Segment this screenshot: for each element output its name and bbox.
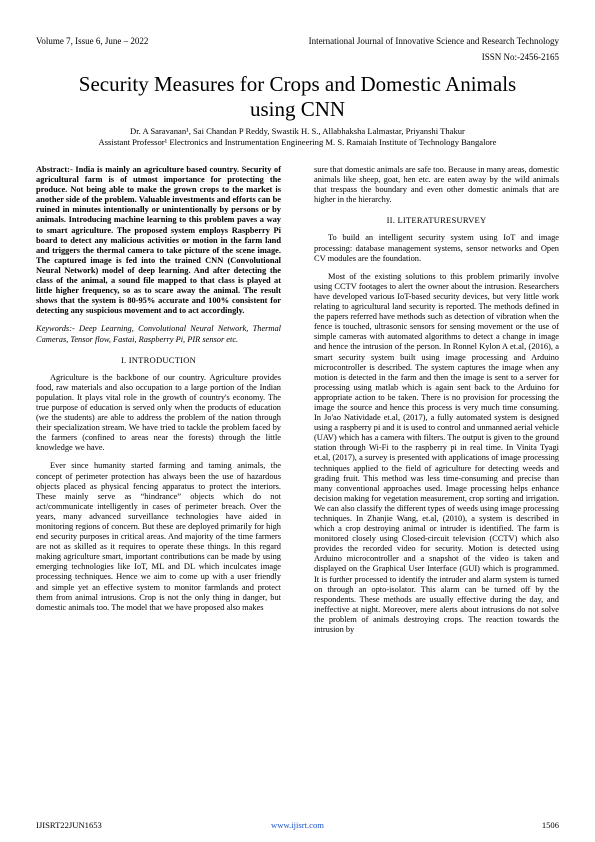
intro-paragraph-2: Ever since humanity started farming and taming animals, the concept of perimeter protection has always been the use of hazardous objects placed as physical fencing apparatus to protect the interiors. These mainly serve as “hindrance” objects which do not act/communicate intelligently in cases of perimeter breach. Over the years, many advanced surveillance technologies have aided in monitoring regions of concern. But these are deployed primarily for high end security purposes in critical areas. And majority of the time farmers are not as skilled as it requires to operate these things. In this regard making agriculture smart, important contributions can be made by using emerging technologies like IoT, ML and DL which inculcates image processing techniques. Hence we aim to come up with a user friendly and simple yet an effective system to monitor farmlands and protect them from animal intrusions. Crop is not the only thing in danger, but domestic animals too. The model that we have proposed also makes xyxy=(36,461,281,612)
page-number: 1506 xyxy=(541,820,559,830)
paper-title: Security Measures for Crops and Domestic Animals using CNN xyxy=(78,72,517,121)
intro-paragraph-1: Agriculture is the backbone of our country. Agriculture provides food, raw materials and also occupation to a large portion of the Indian population. It plays vital role in the growth of country's economy. The true purpose of education is served only when the products of education (we the students) are able to address the problem of the nation through their specialization stream. We have tried to tackle the problem faced by the farmers (confined to areas near the forests) through the little knowledge we have. xyxy=(36,372,281,453)
section-heading-literature-survey: II. LITERATURESURVEY xyxy=(386,215,487,226)
author-block xyxy=(36,126,559,147)
intro-paragraph-continued: sure that domestic animals are safe too. Because in many areas, domestic animals like sheep, goat, hen etc. are eaten away by the wild animals that trespass the boundary and even other domestic animals that are higher in the hierarchy. xyxy=(314,165,559,205)
literature-paragraph-2: Most of the existing solutions to this problem primarily involve using CCTV footages to alert the owner about the intrusion. Researchers have developed various IoT-based security devices, but very little work relating to agricultural land security is reported. The methods defined in the papers referred have methods such as detection of vibration when the fence is touched, ultrasonic sensors for sensing movement or the use of simple cameras with automated algorithms to detect a change in image and hence the intrusion of the person. In Ronnel Kylon A et.al, (2016), a smart security system built using image processing and Arduino microcontroller is described. The system captures the image when any motion is detected in the farm and then the image is sent to a server for processing using matlab which is again sent back to the Arduino for appropriate action to be taken. There is no provision for processing the image the source and hence this process is very much time consuming. In Jo'ao Natividade et.al, (2017), a fully automated system is designed using a raspberry pi and it is used to control and unmanned aerial vehicle (UAV) which has a camera with filters. The output is given to the ground station through Wi-Fi to the raspberry pi in real time. In Vinita Tyagi et.al, (2017), a survey is presented with applications of image processing techniques applied to the field of agriculture for detecting weeds and grading fruit. This method was less time-consuming and precise than many conventional approaches used. Image processing helps enhance decision making for vegetation measurement, crop sorting and irrigation. We can also classify the different types of weeds using image processing techniques. In Zhanjie Wang, et.al, (2010), a system is described in which a crop destroying animal or intruder is identified. The farm is monitored closely using Closed-circuit television (CCTV) which also provides the recorded video for security. Motion is detected using Arduino microcontroller and a snapshot of the video is taken and displayed on the Graphical User Interface (GUI) which is programmed. It is further processed to identify the intruder and alarm system is turned on through an opto-isolator. This alarm can be turned off by the respondents. These methods are usually effective during the day, and ineffective at night. Moreover, mere alerts about intrusions do not solve the problem of animals destroying crops. The reaction towards the intrusion by xyxy=(314,271,559,635)
journal-url-link[interactable]: www.ijisrt.com xyxy=(271,820,324,830)
author-names: Dr. A Saravanan¹, Sai Chandan P Reddy, Swastik H. S., Allabhaksha Lalmastar, Priyanshi Thakur xyxy=(130,126,465,136)
author-affiliation: Assistant Professor¹ Electronics and Instrumentation Engineering M. S. Ramaiah Institute of Technology Bangalore xyxy=(98,136,497,147)
journal-name: International Journal of Innovative Science and Research Technology xyxy=(308,36,559,46)
volume-info: Volume 7, Issue 6, June – 2022 xyxy=(36,36,149,46)
literature-paragraph-1: To build an intelligent security system using IoT and image processing: database management systems, sensor networks and Open CV modules are the foundation. xyxy=(314,233,559,263)
body-columns xyxy=(36,165,559,805)
section-heading-introduction: I. INTRODUCTION xyxy=(120,354,197,365)
paper-id: IJISRT22JUN1653 xyxy=(36,820,102,830)
right-column xyxy=(314,165,559,643)
abstract: Abstract:- India is mainly an agriculture based country. Security of agricultural farm is of utmost importance for protecting the produce. Not being able to make the grown crops to the market is another side of the problem. Valuable investments and efforts can be ruined in minutes intentionally or unintentionally by persons or by animals. Introducing machine learning to this problem paves a way to smart agriculture. The proposed system employs Raspberry Pi board to detect any malicious activities or motion in the farm land and triggers the thermal camera to take picture of the scene image. The captured image is fed into the trained CNN (Convolutional Neural Network) model of deep learning. And after detecting the class of the animal, a sound file mapped to that class is played at little higher frequency, so as to scare away the animal. The result shows that the system is 80-95% accurate and 100% consistent for detecting any suspicious movement and to act accordingly. xyxy=(36,165,281,316)
left-column xyxy=(36,165,281,621)
keywords: Keywords:- Deep Learning, Convolutional Neural Network, Thermal Cameras, Tensor flow, Fastai, Raspberry Pi, PIR sensor etc. xyxy=(36,324,281,344)
issn: ISSN No:-2456-2165 xyxy=(481,52,559,62)
